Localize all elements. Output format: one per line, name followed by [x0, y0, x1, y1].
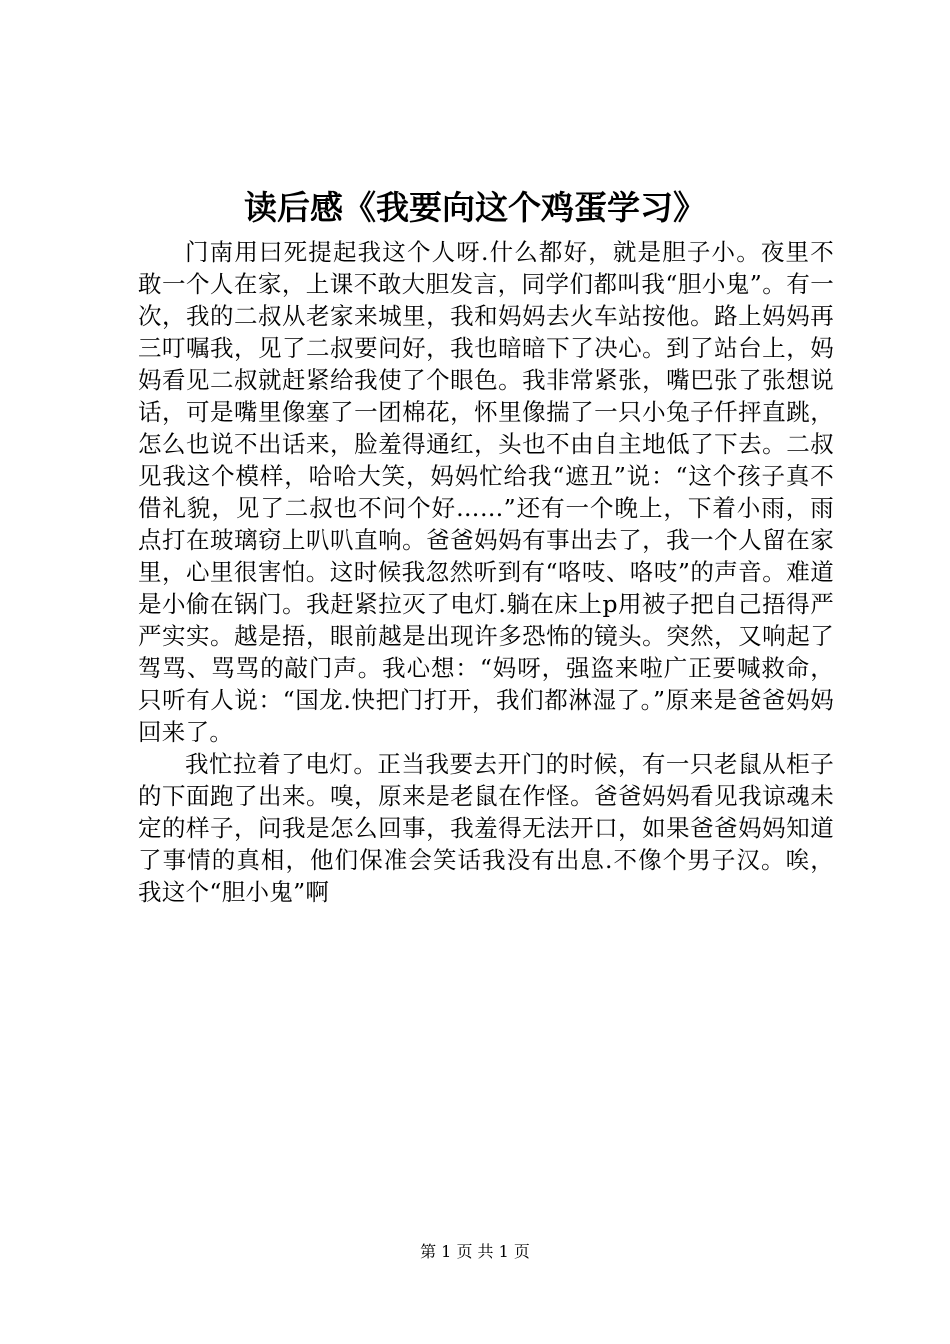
page-footer: 第 1 页 共 1 页 [420, 1242, 530, 1261]
document-title: 读后感《我要向这个鸡蛋学习》 [244, 188, 706, 227]
paragraph-2: 我忙拉着了电灯。正当我要去开门的时候，有一只老鼠从柜子的下面跑了出来。嗅，原来是老鼠在作怪。爸爸妈妈看见我谅魂未定的样子，问我是怎么回事，我羞得无法开口，如果爸爸妈妈知道了事情的真相，他们保准会笑话我没有出息.不像个男子汉。唉，我这个“胆小鬼”啊 [138, 750, 834, 906]
paragraph-1: 门南用曰死提起我这个人呀.什么都好，就是胆子小。夜里不敢一个人在家，上课不敢大胆发言，同学们都叫我“胆小鬼”。有一次，我的二叔从老家来城里，我和妈妈去火车站按他。路上妈妈再三叮嘱我，见了二叔要问好，我也暗暗下了决心。到了站台上，妈妈看见二叔就赶紧给我使了个眼色。我非常紧张，嘴巴张了张想说话，可是嘴里像塞了一团棉花，怀里像揣了一只小兔子仟抨直跳，怎么也说不出话来，脸羞得通红，头也不由自主地低了下去。二叔见我这个模样，哈哈大笑，妈妈忙给我“遮丑”说：“这个孩子真不借礼貌，见了二叔也不问个好……”还有一个晚上，下着小雨，雨点打在玻璃窃上叭叭直响。爸爸妈妈有事出去了，我一个人留在家里，心里很害怕。这时候我忽然听到有“咯吱、咯吱”的声音。难道是小偷在锅门。我赶紧拉灭了电灯.躺在床上p用被子把自己捂得严严实实。越是捂，眼前越是出现许多恐怖的镜头。突然，又响起了驾骂、骂骂的敲门声。我心想：“妈呀，强盗来啦广正要喊救命，只听有人说：“国龙.快把门打开，我们都淋湿了。”原来是爸爸妈妈回来了。 [138, 238, 834, 746]
document-body [138, 236, 834, 908]
